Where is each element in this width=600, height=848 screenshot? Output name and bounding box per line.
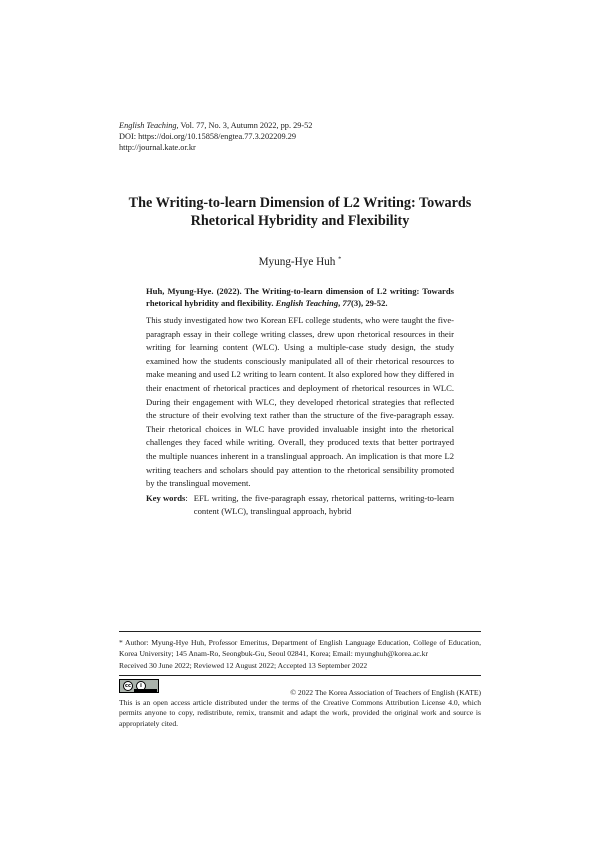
citation-volume: 77 bbox=[342, 298, 352, 308]
article-title bbox=[100, 195, 500, 230]
author-line bbox=[100, 255, 500, 269]
license-text: This is an open access article distributed under the terms of the Creative Commons Attribution License 4.0, which permits anyone to copy, redistribute, remix, transmit and adapt the work, provided the original work and source is appropriately cited. bbox=[119, 698, 481, 728]
journal-issue: , Vol. 77, No. 3, Autumn 2022, pp. 29-52 bbox=[176, 121, 313, 130]
footnote-divider bbox=[119, 631, 481, 632]
attribution-person-icon: i bbox=[136, 681, 146, 691]
citation-journal: English Teaching bbox=[275, 298, 339, 308]
citation-suffix: (3), 29-52. bbox=[351, 298, 388, 308]
keywords-text: EFL writing, the five-paragraph essay, rhetorical patterns, writing-to-learn content (WLC), translingual approach, hybrid bbox=[193, 493, 454, 516]
abstract: This study investigated how two Korean EFL college students, who were taught the five-paragraph essay in their college writing classes, drew upon rhetorical resources in their writing for learning content (WLC). Using a multiple-case study design, the study examined how the students consciously manipulated all of their rhetorical resources to make meaning and used L2 writing to learn content. It also explored how they differed in their enactment of rhetorical practices and deployment of rhetorical resources in WLC. During their engagement with WLC, they developed rhetorical strategies that reflected the structure of their evolving text rather than the structure of the five-paragraph essay. Their rhetorical choices in WLC have provided invaluable insight into the rhetorical challenges they faced while writing. Overall, they produced texts that better portrayed the multiple nuances inherent in a translingual approach. An implication is that more L2 writing teachers and scholars should pay attention to the rhetorical sensibility promoted by the translingual movement. bbox=[146, 315, 454, 489]
keywords-colon: : bbox=[185, 493, 188, 503]
journal-header bbox=[119, 120, 499, 154]
citation-volume-sep: , bbox=[338, 298, 343, 308]
received-dates: Received 30 June 2022; Reviewed 12 August 2022; Accepted 13 September 2022 bbox=[119, 661, 368, 670]
article-title-line-1: The Writing-to-learn Dimension of L2 Writing: Towards bbox=[128, 195, 472, 211]
author-footnote: * Author: Myung-Hye Huh, Professor Emeritus, Department of English Language Education, College of Education, Korea University; 145 Anam-Ro, Seongbuk-Gu, Seoul 02841, Korea; Email: myunghuh@korea.ac.kr bbox=[119, 638, 481, 658]
citation-prefix: Huh, Myung-Hye. (2022). The Writing-to-learn dimension of L2 writing: Towards rhetorical hybridity and flexibility. bbox=[146, 286, 454, 308]
license-divider bbox=[119, 675, 481, 676]
cc-icon: cc bbox=[123, 681, 133, 691]
journal-issue-line bbox=[119, 120, 499, 131]
keywords-label: Key words bbox=[146, 493, 186, 503]
journal-url[interactable]: http://journal.kate.or.kr bbox=[119, 143, 196, 153]
cc-by-license-icon[interactable] bbox=[119, 679, 159, 693]
journal-doi[interactable]: DOI: https://doi.org/10.15858/engtea.77.3.202209.29 bbox=[119, 132, 297, 142]
author-footnote-marker[interactable]: * bbox=[338, 255, 342, 263]
author-name: Myung-Hye Huh bbox=[258, 256, 336, 268]
by-strip bbox=[134, 689, 157, 692]
article-title-line-2: Rhetorical Hybridity and Flexibility bbox=[190, 212, 410, 229]
citation bbox=[146, 285, 454, 309]
journal-name: English Teaching bbox=[119, 121, 177, 130]
copyright-notice: © 2022 The Korea Association of Teachers of English (KATE) bbox=[290, 688, 481, 697]
keywords bbox=[146, 492, 454, 518]
